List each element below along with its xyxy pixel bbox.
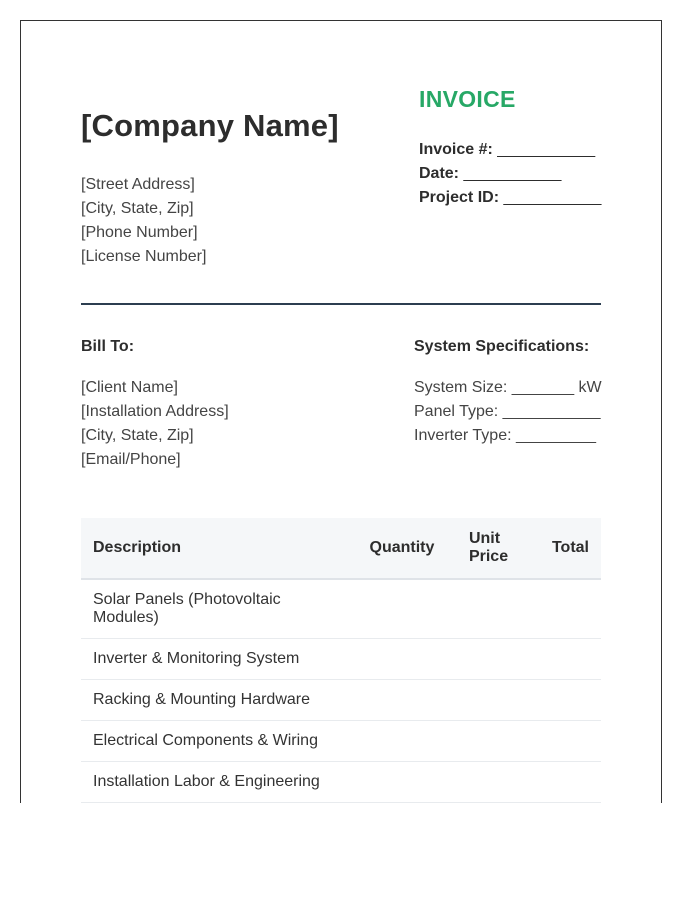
col-unit-price: Unit Price [457,518,540,579]
invoice-number-field [419,138,601,162]
row-description: Electrical Components & Wiring [81,721,346,762]
bill-to-heading: Bill To: [81,338,135,355]
invoice-number-label: Invoice #: [419,141,493,158]
invoice-meta [419,138,601,210]
date-blank: ___________ [463,165,562,182]
project-id-field [419,186,601,210]
company-city-state-zip: [City, State, Zip] [81,200,194,217]
row-quantity [346,680,457,721]
system-specs-heading: System Specifications: [414,338,590,355]
company-name: [Company Name] [81,108,339,143]
invoice-number-blank: ___________ [497,141,596,158]
date-label: Date: [419,165,460,182]
row-unit-price [457,639,540,680]
row-quantity [346,639,457,680]
row-total [540,680,601,721]
row-quantity [346,579,457,639]
client-city-state-zip: [City, State, Zip] [81,427,194,444]
table-row [81,579,601,639]
row-description: Inverter & Monitoring System [81,639,346,680]
col-description: Description [81,518,346,579]
inverter-type: Inverter Type: _________ [414,427,597,444]
invoice-title: INVOICE [419,86,516,112]
row-total [540,762,601,803]
table-row [81,680,601,721]
company-address [81,173,206,269]
col-quantity: Quantity [346,518,457,579]
row-unit-price [457,721,540,762]
company-license: [License Number] [81,248,207,265]
installation-address: [Installation Address] [81,403,229,420]
bill-to-block [81,376,229,472]
row-unit-price [457,762,540,803]
header-divider [81,303,601,305]
row-description: Installation Labor & Engineering [81,762,346,803]
row-total [540,721,601,762]
row-description: Solar Panels (Photovoltaic Modules) [81,579,346,639]
company-street: [Street Address] [81,176,195,193]
client-email-phone: [Email/Phone] [81,451,181,468]
table-row [81,639,601,680]
project-id-blank: ___________ [503,189,602,206]
row-total [540,579,601,639]
row-quantity [346,721,457,762]
row-unit-price [457,680,540,721]
table-header-row [81,518,601,579]
client-name: [Client Name] [81,379,178,396]
row-description: Racking & Mounting Hardware [81,680,346,721]
project-id-label: Project ID: [419,189,500,206]
row-quantity [346,762,457,803]
system-size: System Size: _______ kW [414,379,602,396]
table-row [81,762,601,803]
line-items-table [81,518,601,803]
company-phone: [Phone Number] [81,224,198,241]
row-unit-price [457,579,540,639]
date-field [419,162,601,186]
table-row [81,721,601,762]
system-specs-block [414,376,602,448]
col-total: Total [540,518,601,579]
row-total [540,639,601,680]
panel-type: Panel Type: ___________ [414,403,601,420]
invoice-page [20,20,662,803]
